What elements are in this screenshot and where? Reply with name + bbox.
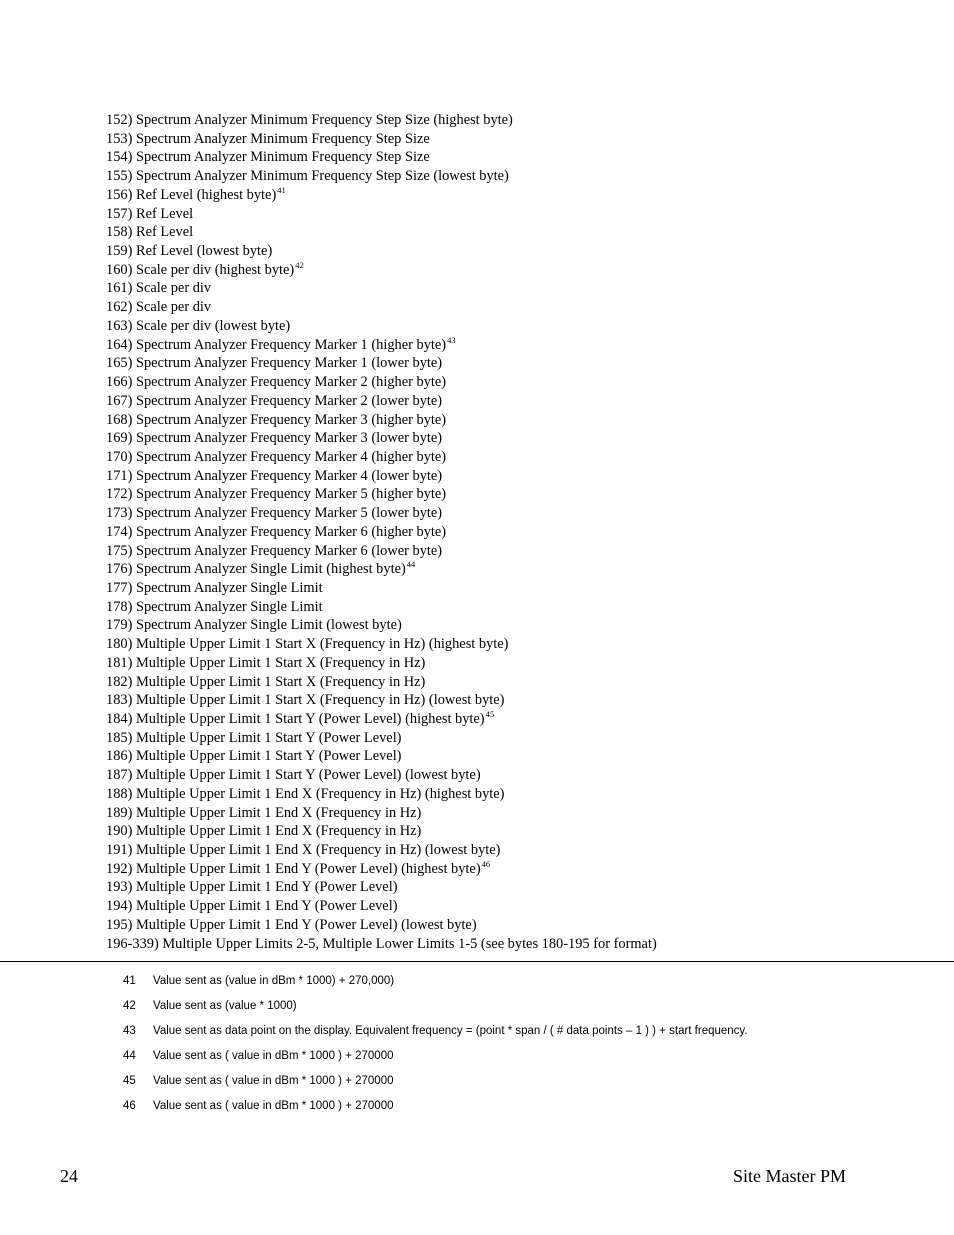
list-item-text: 172) Spectrum Analyzer Frequency Marker 5 (higher byte)	[106, 486, 447, 503]
list-item-text: 193) Multiple Upper Limit 1 End Y (Power Level)	[106, 879, 398, 896]
list-item-text: 157) Ref Level	[106, 205, 194, 222]
list-item-text: 180) Multiple Upper Limit 1 Start X (Frequency in Hz) (highest byte)	[106, 636, 509, 653]
list-item-text: 181) Multiple Upper Limit 1 Start X (Frequency in Hz)	[106, 654, 426, 671]
list-item	[106, 616, 926, 635]
list-item	[106, 148, 926, 167]
list-item	[106, 354, 926, 373]
footnote-ref[interactable]: 44	[406, 559, 416, 570]
list-item	[106, 841, 926, 860]
list-item	[106, 448, 926, 467]
footnote-number: 44	[123, 1050, 136, 1062]
list-item	[106, 579, 926, 598]
list-item	[106, 804, 926, 823]
list-item	[106, 205, 926, 224]
list-item	[106, 317, 926, 336]
footnote	[123, 1072, 748, 1097]
list-item-text: 161) Scale per div	[106, 280, 212, 297]
list-item	[106, 485, 926, 504]
footnote	[123, 997, 748, 1022]
footnote	[123, 1097, 748, 1122]
footnote-text: Value sent as (value * 1000)	[153, 1000, 297, 1012]
list-item	[106, 242, 926, 261]
list-item	[106, 429, 926, 448]
footnote-number: 45	[123, 1075, 136, 1087]
footnote	[123, 972, 748, 997]
list-item-text: 164) Spectrum Analyzer Frequency Marker 1 (higher byte)	[106, 336, 447, 353]
list-item	[106, 279, 926, 298]
list-item	[106, 598, 926, 617]
list-item-text: 158) Ref Level	[106, 224, 194, 241]
list-item-text: 190) Multiple Upper Limit 1 End X (Frequency in Hz)	[106, 823, 422, 840]
list-item	[106, 392, 926, 411]
list-item	[106, 654, 926, 673]
list-item	[106, 897, 926, 916]
list-item-text: 183) Multiple Upper Limit 1 Start X (Frequency in Hz) (lowest byte)	[106, 692, 505, 709]
footnotes	[123, 972, 748, 1122]
footnote-number: 43	[123, 1025, 136, 1037]
list-item-text: 191) Multiple Upper Limit 1 End X (Frequency in Hz) (lowest byte)	[106, 842, 501, 859]
footnote-text: Value sent as ( value in dBm * 1000 ) + 270000	[153, 1075, 394, 1087]
footnote-separator	[0, 961, 954, 962]
list-item-text: 154) Spectrum Analyzer Minimum Frequency Step Size	[106, 149, 430, 166]
list-item-text: 196-339) Multiple Upper Limits 2-5, Multiple Lower Limits 1-5 (see bytes 180-195 for format)	[106, 935, 657, 952]
list-item	[106, 916, 926, 935]
list-item	[106, 411, 926, 430]
list-item-text: 156) Ref Level (highest byte)	[106, 186, 277, 203]
list-item	[106, 111, 926, 130]
list-item-text: 169) Spectrum Analyzer Frequency Marker 3 (lower byte)	[106, 430, 443, 447]
list-item	[106, 167, 926, 186]
list-item-text: 194) Multiple Upper Limit 1 End Y (Power Level)	[106, 898, 398, 915]
list-item-text: 162) Scale per div	[106, 299, 212, 316]
list-item-text: 173) Spectrum Analyzer Frequency Marker 5 (lower byte)	[106, 505, 443, 522]
list-item	[106, 336, 926, 355]
footnote-text: Value sent as ( value in dBm * 1000 ) + 270000	[153, 1100, 394, 1112]
byte-list	[106, 111, 926, 953]
list-item	[106, 223, 926, 242]
footnote-ref[interactable]: 42	[295, 259, 304, 270]
page-number: 24	[60, 1166, 78, 1186]
list-item-text: 175) Spectrum Analyzer Frequency Marker 6 (lower byte)	[106, 542, 443, 559]
footnote-number: 41	[123, 975, 136, 987]
list-item-text: 163) Scale per div (lowest byte)	[106, 317, 291, 334]
list-item-text: 160) Scale per div (highest byte)	[106, 261, 295, 278]
footnote	[123, 1022, 748, 1047]
list-item-text: 189) Multiple Upper Limit 1 End X (Frequency in Hz)	[106, 804, 422, 821]
footnote-ref[interactable]: 45	[485, 709, 495, 719]
running-title: Site Master PM	[732, 1166, 846, 1186]
list-item-text: 195) Multiple Upper Limit 1 End Y (Power Level) (lowest byte)	[106, 916, 477, 933]
list-item-text: 168) Spectrum Analyzer Frequency Marker 3 (higher byte)	[106, 411, 447, 428]
list-item-text: 155) Spectrum Analyzer Minimum Frequency Step Size (lowest byte)	[106, 168, 509, 185]
list-item	[106, 766, 926, 785]
list-item-text: 179) Spectrum Analyzer Single Limit (lowest byte)	[106, 617, 402, 634]
list-item	[106, 298, 926, 317]
list-item-text: 170) Spectrum Analyzer Frequency Marker 4 (higher byte)	[106, 448, 447, 465]
footnote-number: 46	[123, 1100, 136, 1112]
list-item-text: 167) Spectrum Analyzer Frequency Marker 2 (lower byte)	[106, 392, 443, 409]
list-item	[106, 635, 926, 654]
list-item-text: 178) Spectrum Analyzer Single Limit	[106, 598, 323, 615]
list-item	[106, 860, 926, 879]
list-item-text: 174) Spectrum Analyzer Frequency Marker 6 (higher byte)	[106, 523, 447, 540]
list-item	[106, 785, 926, 804]
list-item	[106, 710, 926, 729]
list-item	[106, 373, 926, 392]
footnote-text: Value sent as data point on the display. Equivalent frequency = (point * span / ( # data points – 1 ) ) + start frequency.	[153, 1025, 748, 1037]
list-item	[106, 747, 926, 766]
list-item	[106, 186, 926, 205]
list-item	[106, 261, 926, 280]
list-item	[106, 691, 926, 710]
footnote-text: Value sent as ( value in dBm * 1000 ) + 270000	[153, 1050, 394, 1062]
list-item-text: 188) Multiple Upper Limit 1 End X (Frequency in Hz) (highest byte)	[106, 785, 505, 802]
list-item-text: 176) Spectrum Analyzer Single Limit (highest byte)	[106, 561, 406, 578]
footnote	[123, 1047, 748, 1072]
list-item-text: 187) Multiple Upper Limit 1 Start Y (Power Level) (lowest byte)	[106, 767, 481, 784]
list-item-text: 192) Multiple Upper Limit 1 End Y (Power Level) (highest byte)	[106, 860, 481, 877]
list-item-text: 165) Spectrum Analyzer Frequency Marker 1 (lower byte)	[106, 355, 443, 372]
list-item	[106, 935, 926, 954]
list-item-text: 185) Multiple Upper Limit 1 Start Y (Power Level)	[106, 729, 402, 746]
list-item	[106, 130, 926, 149]
list-item	[106, 542, 926, 561]
list-item	[106, 878, 926, 897]
list-item	[106, 523, 926, 542]
footnote-text: Value sent as (value in dBm * 1000) + 270,000)	[153, 975, 395, 987]
list-item	[106, 673, 926, 692]
list-item-text: 166) Spectrum Analyzer Frequency Marker 2 (higher byte)	[106, 374, 447, 391]
list-item-text: 153) Spectrum Analyzer Minimum Frequency Step Size	[106, 130, 430, 147]
list-item	[106, 504, 926, 523]
footnote-ref[interactable]: 41	[277, 184, 286, 195]
list-item-text: 171) Spectrum Analyzer Frequency Marker 4 (lower byte)	[106, 467, 443, 484]
list-item-text: 177) Spectrum Analyzer Single Limit	[106, 579, 323, 596]
list-item-text: 184) Multiple Upper Limit 1 Start Y (Power Level) (highest byte)	[106, 711, 485, 727]
list-item	[106, 560, 926, 579]
list-item-text: 152) Spectrum Analyzer Minimum Frequency Step Size (highest byte)	[106, 112, 513, 128]
list-item-text: 159) Ref Level (lowest byte)	[106, 243, 273, 260]
footnote-number: 42	[123, 1000, 136, 1012]
list-item	[106, 467, 926, 486]
footnote-ref[interactable]: 43	[447, 334, 456, 345]
footnote-ref[interactable]: 46	[481, 858, 491, 869]
list-item-text: 186) Multiple Upper Limit 1 Start Y (Power Level)	[106, 748, 402, 765]
list-item-text: 182) Multiple Upper Limit 1 Start X (Frequency in Hz)	[106, 673, 426, 690]
list-item	[106, 822, 926, 841]
list-item	[106, 729, 926, 748]
